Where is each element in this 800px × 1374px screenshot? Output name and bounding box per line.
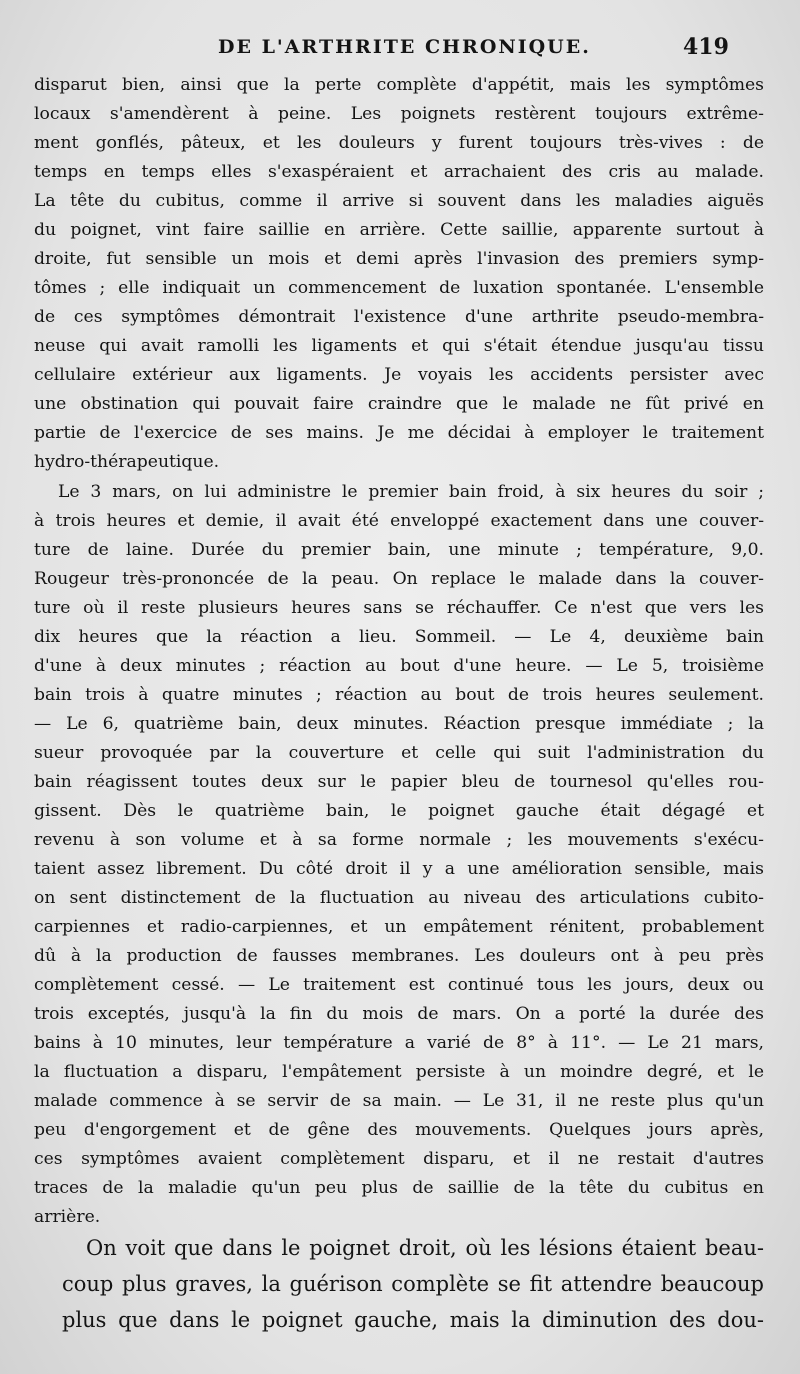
text-line: la fluctuation a disparu, l'empâtement persiste à un moindre degré, et le [34, 1062, 764, 1082]
text-line: bain trois à quatre minutes ; réaction au bout de trois heures seulement. [34, 685, 764, 705]
text-line: disparut bien, ainsi que la perte complète d'appétit, mais les symptômes [34, 75, 764, 95]
text-line: on sent distinctement de la fluctuation au niveau des articulations cubito- [34, 888, 764, 908]
running-title: DE L'ARTHRITE CHRONIQUE. [218, 36, 591, 58]
text-line: cellulaire extérieur aux ligaments. Je voyais les accidents persister avec [34, 365, 764, 385]
text-line: de ces symptômes démontrait l'existence d'une arthrite pseudo-membra- [34, 307, 764, 327]
text-line: du poignet, vint faire saillie en arrière. Cette saillie, apparente surtout à [34, 220, 764, 240]
text-line: On voit que dans le poignet droit, où les lésions étaient beau- [86, 1236, 764, 1260]
text-line: complètement cessé. — Le traitement est continué tous les jours, deux ou [34, 975, 764, 995]
text-line: dix heures que la réaction a lieu. Sommeil. — Le 4, deuxième bain [34, 627, 764, 647]
text-line: temps en temps elles s'exaspéraient et arrachaient des cris au malade. [34, 162, 764, 182]
page-header [0, 36, 800, 64]
text-line: coup plus graves, la guérison complète se fit attendre beaucoup [62, 1272, 764, 1296]
text-line: revenu à son volume et à sa forme normale ; les mouvements s'exécu- [34, 830, 764, 850]
text-line: d'une à deux minutes ; réaction au bout d'une heure. — Le 5, troisième [34, 656, 764, 676]
text-line: tômes ; elle indiquait un commencement de luxation spontanée. L'ensemble [34, 278, 764, 298]
text-line: ces symptômes avaient complètement disparu, et il ne restait d'autres [34, 1149, 764, 1169]
text-line: bains à 10 minutes, leur température a varié de 8° à 11°. — Le 21 mars, [34, 1033, 764, 1053]
text-line: une obstination qui pouvait faire craindre que le malade ne fût privé en [34, 394, 764, 414]
text-line: — Le 6, quatrième bain, deux minutes. Réaction presque immédiate ; la [34, 714, 764, 734]
text-line: ture où il reste plusieurs heures sans se réchauffer. Ce n'est que vers les [34, 598, 764, 618]
text-line: peu d'engorgement et de gêne des mouvements. Quelques jours après, [34, 1120, 764, 1140]
text-line: dû à la production de fausses membranes. Les douleurs ont à peu près [34, 946, 764, 966]
text-line: trois exceptés, jusqu'à la fin du mois de mars. On a porté la durée des [34, 1004, 764, 1024]
text-line: ture de laine. Durée du premier bain, une minute ; température, 9,0. [34, 540, 764, 560]
text-line: ment gonflés, pâteux, et les douleurs y furent toujours très-vives : de [34, 133, 764, 153]
text-line: traces de la maladie qu'un peu plus de saillie de la tête du cubitus en [34, 1178, 764, 1198]
text-line: taient assez librement. Du côté droit il y a une amélioration sensible, mais [34, 859, 764, 879]
text-line: locaux s'amendèrent à peine. Les poignets restèrent toujours extrême- [34, 104, 764, 124]
text-line: Rougeur très-prononcée de la peau. On replace le malade dans la couver- [34, 569, 764, 589]
page-number: 419 [683, 34, 729, 60]
text-line: La tête du cubitus, comme il arrive si souvent dans les maladies aiguës [34, 191, 764, 211]
text-line: carpiennes et radio-carpiennes, et un empâtement rénitent, probablement [34, 917, 764, 937]
text-line: gissent. Dès le quatrième bain, le poignet gauche était dégagé et [34, 801, 764, 821]
text-line: hydro-thérapeutique. [34, 452, 220, 472]
text-line: partie de l'exercice de ses mains. Je me décidai à employer le traitement [34, 423, 764, 443]
text-line: à trois heures et demie, il avait été enveloppé exactement dans une couver- [34, 511, 764, 531]
text-line: plus que dans le poignet gauche, mais la diminution des dou- [62, 1308, 764, 1332]
text-line: sueur provoquée par la couverture et celle qui suit l'administration du [34, 743, 764, 763]
text-line: neuse qui avait ramolli les ligaments et qui s'était étendue jusqu'au tissu [34, 336, 764, 356]
text-line: malade commence à se servir de sa main. — Le 31, il ne reste plus qu'un [34, 1091, 764, 1111]
text-line: Le 3 mars, on lui administre le premier bain froid, à six heures du soir ; [58, 482, 764, 502]
text-line: droite, fut sensible un mois et demi après l'invasion des premiers symp- [34, 249, 764, 269]
text-line: arrière. [34, 1207, 101, 1227]
text-line: bain réagissent toutes deux sur le papier bleu de tournesol qu'elles rou- [34, 772, 764, 792]
